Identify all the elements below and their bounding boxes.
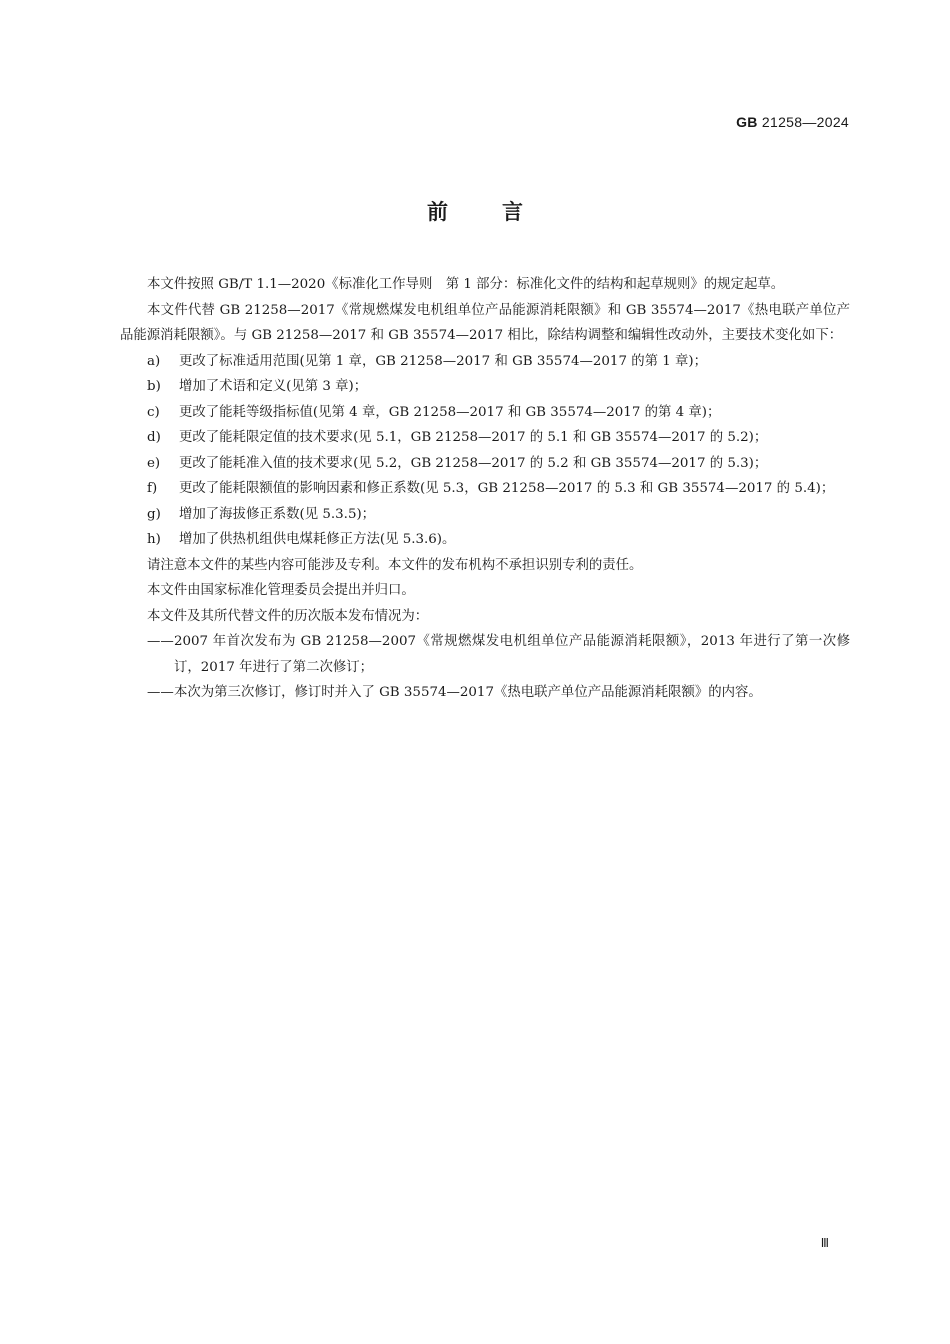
standard-code [736,114,849,130]
list-item [120,451,850,477]
list-marker: b) [147,379,161,394]
history-text: 本次为第三次修订，修订时并入了 GB 35574—2017《热电联产单位产品能源消耗限额》的内容。 [174,685,762,700]
list-item [120,476,850,502]
history-item [120,680,850,706]
list-marker: e) [147,455,161,471]
page-title [0,196,950,226]
title-char-1: 前 [427,200,448,224]
history-dash: —— [147,634,174,649]
list-item-text: 增加了海拔修正系数(见 5.3.5)； [179,506,376,522]
list-marker: f) [147,481,158,496]
list-item-text: 更改了标准适用范围(见第 1 章，GB 21258—2017 和 GB 35574—2017 的第 1 章)； [179,353,708,369]
list-marker: a) [147,353,161,369]
list-marker: c) [147,404,160,420]
history-list [120,629,850,706]
paragraph-history-intro: 本文件及其所代替文件的历次版本发布情况为： [147,608,429,624]
list-item [120,400,850,426]
history-dash: —— [147,685,174,700]
title-char-2: 言 [502,200,523,224]
paragraph-patent-notice: 请注意本文件的某些内容可能涉及专利。本文件的发布机构不承担识别专利的责任。 [147,557,643,573]
list-item-text: 增加了供热机组供电煤耗修正方法(见 5.3.6)。 [179,532,456,547]
history-text: 2007 年首次发布为 GB 21258—2007《常规燃煤发电机组单位产品能源消耗限额》，2013 年进行了第一次修订，2017 年进行了第二次修订； [174,634,850,675]
foreword-body [120,272,850,706]
list-item-text: 更改了能耗限额值的影响因素和修正系数(见 5.3，GB 21258—2017 的 5.3 和 GB 35574—2017 的 5.4)； [179,481,835,496]
list-marker: d) [147,430,161,445]
paragraph-replacement: 本文件代替 GB 21258—2017《常规燃煤发电机组单位产品能源消耗限额》和 GB 35574—2017《热电联产单位产品能源消耗限额》。与 GB 21258—2017 和 GB 35574—2017 相比，除结构调整和编辑性改动外，主要技术变化如下： [120,302,850,343]
list-item-text: 更改了能耗准入值的技术要求(见 5.2，GB 21258—2017 的 5.2 和 GB 35574—2017 的 5.3)； [179,455,768,471]
list-item-text: 更改了能耗等级指标值(见第 4 章，GB 21258—2017 和 GB 35574—2017 的第 4 章)； [179,404,721,420]
paragraph-proposer: 本文件由国家标准化管理委员会提出并归口。 [147,583,415,598]
changes-list [120,349,850,553]
list-item [120,349,850,375]
list-item-text: 增加了术语和定义(见第 3 章)； [179,379,368,394]
list-item-text: 更改了能耗限定值的技术要求(见 5.1，GB 21258—2017 的 5.1 和 GB 35574—2017 的 5.2)； [179,430,768,445]
paragraph-drafting-rules: 本文件按照 GB/T 1.1—2020《标准化工作导则 第 1 部分：标准化文件的结构和起草规则》的规定起草。 [147,277,785,292]
list-item [120,502,850,528]
list-item [120,374,850,400]
standard-number: 21258—2024 [761,114,849,130]
list-item [120,425,850,451]
history-item [120,629,850,680]
list-marker: h) [147,532,161,547]
page-number: Ⅲ [820,1236,829,1250]
list-marker: g) [147,506,161,522]
standard-prefix: GB [736,114,758,130]
list-item [120,527,850,553]
